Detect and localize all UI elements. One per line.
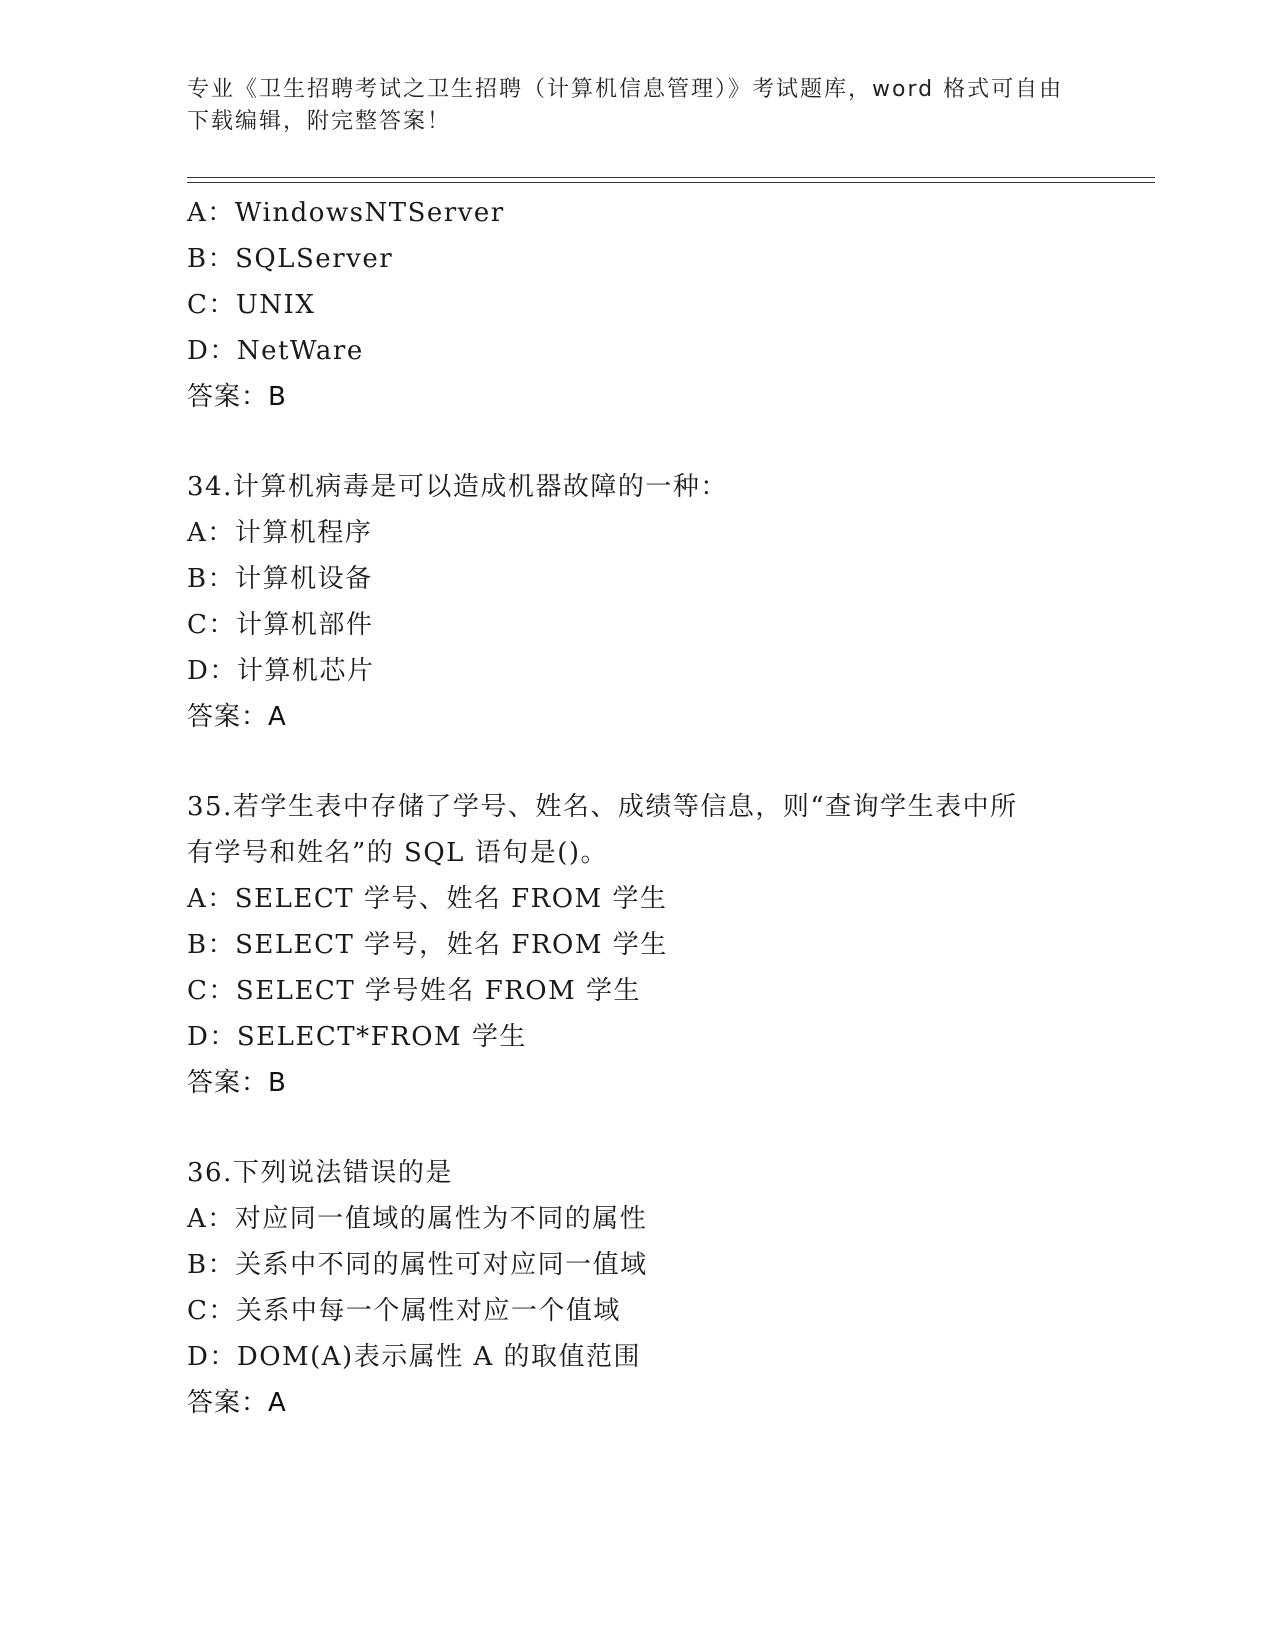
option-b: B：关系中不同的属性可对应同一值域	[187, 1250, 648, 1280]
option-c: C：计算机部件	[187, 610, 374, 640]
option-c: C：关系中每一个属性对应一个值域	[187, 1296, 621, 1326]
answer-line: 答案：A	[187, 1388, 287, 1418]
question-stem-line-1: 35.若学生表中存储了学号、姓名、成绩等信息，则“查询学生表中所	[187, 792, 1018, 822]
option-d: D：DOM(A)表示属性 A 的取值范围	[187, 1342, 641, 1372]
option-c: C：SELECT 学号姓名 FROM 学生	[187, 976, 642, 1006]
question-stem: 34.计算机病毒是可以造成机器故障的一种：	[187, 472, 728, 502]
option-a: A：计算机程序	[187, 518, 373, 548]
question-33	[187, 190, 1187, 420]
document-header: 专业《卫生招聘考试之卫生招聘（计算机信息管理）》考试题库，word 格式可自由下载编辑，附完整答案！	[187, 77, 1064, 134]
option-c: C：UNIX	[187, 290, 316, 320]
question-list	[187, 190, 1187, 1426]
option-d: D：计算机芯片	[187, 656, 375, 686]
option-b: B：SQLServer	[187, 244, 394, 274]
answer-line: 答案：B	[187, 382, 287, 412]
question-36	[187, 1150, 1187, 1426]
header-divider-bottom	[187, 182, 1155, 183]
option-b: B：计算机设备	[187, 564, 373, 594]
answer-line: 答案：A	[187, 702, 287, 732]
question-stem: 36.下列说法错误的是	[187, 1158, 453, 1188]
header-divider-top	[187, 177, 1155, 178]
question-34	[187, 464, 1187, 740]
option-d: D：SELECT*FROM 学生	[187, 1022, 527, 1052]
option-a: A：WindowsNTServer	[187, 198, 505, 228]
question-stem-line-2: 有学号和姓名”的 SQL 语句是()。	[187, 838, 609, 868]
question-35	[187, 784, 1187, 1106]
option-b: B：SELECT 学号，姓名 FROM 学生	[187, 930, 668, 960]
option-d: D：NetWare	[187, 336, 364, 366]
option-a: A：对应同一值域的属性为不同的属性	[187, 1204, 648, 1234]
option-a: A：SELECT 学号、姓名 FROM 学生	[187, 884, 668, 914]
answer-line: 答案：B	[187, 1068, 287, 1098]
